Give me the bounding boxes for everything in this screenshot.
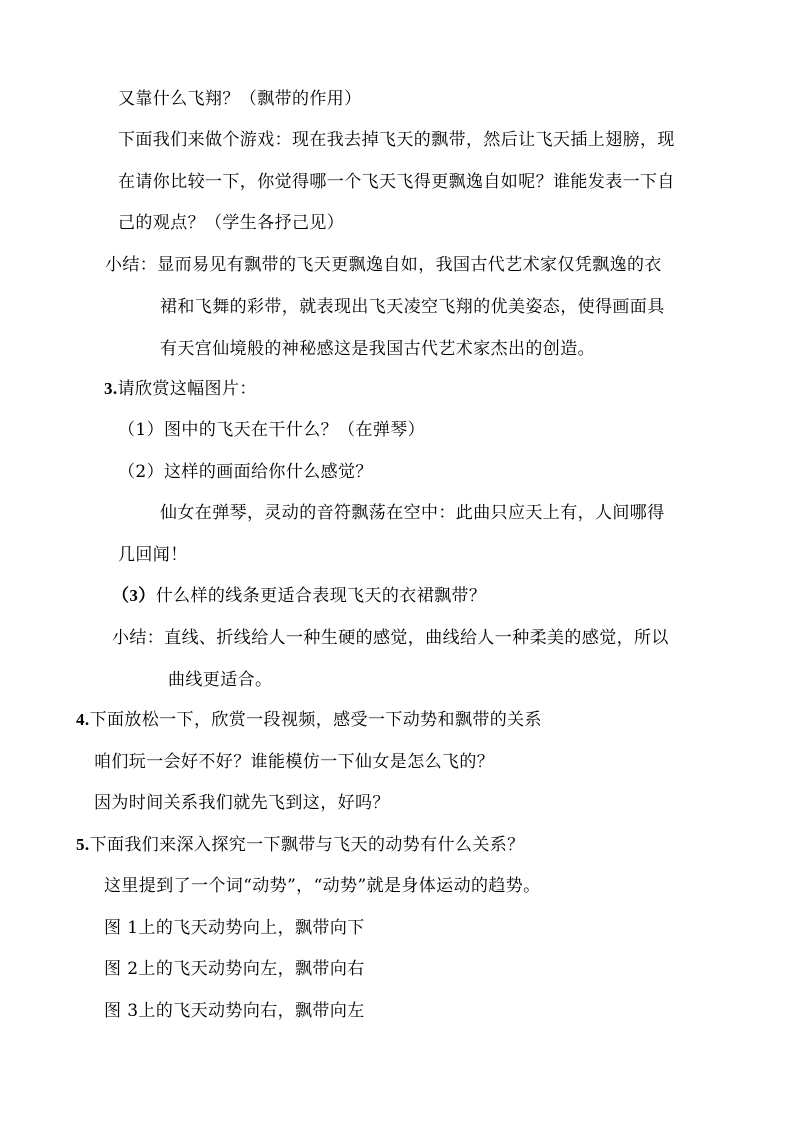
item-5 <box>76 833 525 857</box>
summary-line: 曲线更适合。 <box>168 670 273 690</box>
item-4 <box>76 708 542 732</box>
figure-line <box>104 916 365 940</box>
sub-item-2 <box>118 460 373 484</box>
item-text: 下面我们来深入探究一下飘带与飞天的动势有什么关系？ <box>89 835 525 855</box>
figure-label: 图 3 <box>104 1001 139 1021</box>
item-number: 3. <box>104 379 118 398</box>
sub-item-3 <box>112 584 486 608</box>
sub-item-1 <box>118 418 425 442</box>
sub-item-number: （2） <box>118 462 165 482</box>
sub-item-text: 什么样的线条更适合表现飞天的衣裙飘带？ <box>155 586 487 606</box>
item-number: 5. <box>76 835 90 854</box>
sub-item-text: 图中的飞天在干什么？（在弹琴） <box>164 420 426 440</box>
figure-text: 上的飞天动势向右，飘带向左 <box>138 1001 365 1021</box>
figure-text: 上的飞天动势向左，飘带向右 <box>138 959 365 979</box>
figure-line <box>104 957 365 981</box>
figure-label: 图 2 <box>104 959 139 979</box>
sub-item-text: 这样的画面给你什么感觉？ <box>164 462 373 482</box>
summary-line: 裙和飞舞的彩带，就表现出飞天凌空飞翔的优美姿态，使得画面具 <box>160 297 665 317</box>
text-line: 下面我们来做个游戏：现在我去掉飞天的飘带，然后让飞天插上翅膀，现 <box>118 130 675 150</box>
sub-item-number: （1） <box>118 420 165 440</box>
item-text: 请欣赏这幅图片： <box>117 379 257 399</box>
text-line: 因为时间关系我们就先飞到这，好吗？ <box>94 793 390 813</box>
text-line: 咱们玩一会好不好？谁能模仿一下仙女是怎么飞的？ <box>94 752 495 772</box>
figure-label: 图 1 <box>104 918 139 938</box>
text-line: 己的观点？（学生各抒己见） <box>118 213 345 233</box>
item-number: 4. <box>76 710 90 729</box>
figure-line <box>104 999 365 1023</box>
item-3 <box>104 377 257 401</box>
item-text: 下面放松一下，欣赏一段视频，感受一下动势和飘带的关系 <box>89 710 542 730</box>
summary-line: 有天宫仙境般的神秘感这是我国古代艺术家杰出的创造。 <box>160 339 595 359</box>
summary-line: 小结：直线、折线给人一种生硬的感觉，曲线给人一种柔美的感觉，所以 <box>112 628 669 648</box>
figure-text: 上的飞天动势向上，飘带向下 <box>138 918 365 938</box>
text-line: 在请你比较一下，你觉得哪一个飞天飞得更飘逸自如呢？谁能发表一下自 <box>118 172 675 192</box>
text-line: 仙女在弹琴，灵动的音符飘荡在空中：此曲只应天上有，人间哪得 <box>160 503 665 523</box>
sub-item-number: （3） <box>112 586 156 605</box>
text-line: 又靠什么飞翔？（飘带的作用） <box>118 89 362 109</box>
summary-line: 小结：显而易见有飘带的飞天更飘逸自如，我国古代艺术家仅凭飘逸的衣 <box>105 255 662 275</box>
text-line: 几回闻！ <box>118 545 188 565</box>
text-line: 这里提到了一个词“动势”，“动势”就是身体运动的趋势。 <box>104 876 541 896</box>
